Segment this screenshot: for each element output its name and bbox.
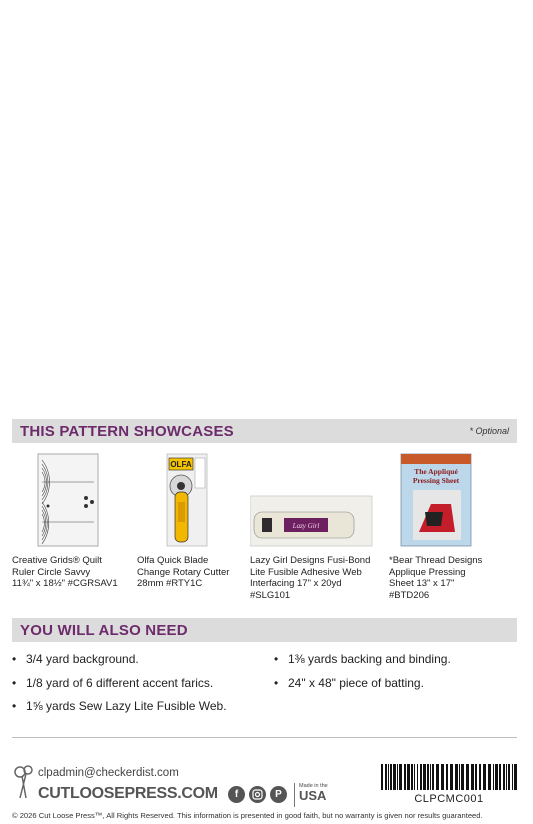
fusible-web-caption: Lazy Girl Designs Fusi-Bond Lite Fusible Adhesive Web Interfacing 17" x 20yd #SLG101 xyxy=(250,555,371,601)
needs-title: YOU WILL ALSO NEED xyxy=(20,621,188,639)
brand-website: CUTLOOSEPRESS.COM xyxy=(38,785,218,802)
list-item: • 1⅝ yards Sew Lazy Lite Fusible Web. xyxy=(12,699,227,713)
contact-email: clpadmin@checkerdist.com xyxy=(38,767,179,779)
rotary-cutter-image xyxy=(137,452,262,548)
svg-text:The Appliqué: The Appliqué xyxy=(414,467,458,476)
made-in-usa-badge: Made in the USA xyxy=(294,783,334,807)
instagram-icon[interactable] xyxy=(249,786,266,803)
list-item: • 1⅜ yards backing and binding. xyxy=(274,652,451,666)
sku-code: CLPCMC001 xyxy=(414,793,484,805)
pressing-sheet-product xyxy=(389,452,514,601)
fusible-web-product xyxy=(250,452,375,601)
pressing-sheet-image xyxy=(389,452,514,548)
rotary-cutter-product xyxy=(137,452,262,590)
ruler-image xyxy=(12,452,137,548)
social-links xyxy=(228,786,287,803)
footer-divider xyxy=(12,737,517,738)
olfa-brand-label: OLFA xyxy=(170,460,192,469)
list-item: • 24" x 48" piece of batting. xyxy=(274,676,424,690)
list-item: • 3/4 yard background. xyxy=(12,652,139,666)
copyright-notice: © 2026 Cut Loose Press™, All Rights Reserved. This information is presented in good faith, but no warranty is given nor results guaranteed. xyxy=(12,811,483,820)
scissors-logo-icon xyxy=(12,764,36,802)
barcode xyxy=(381,764,517,790)
list-item: • 1/8 yard of 6 different accent farics. xyxy=(12,676,214,690)
optional-note: * Optional xyxy=(469,426,509,436)
facebook-icon[interactable]: f xyxy=(228,786,245,803)
svg-text:Pressing Sheet: Pressing Sheet xyxy=(412,476,460,485)
showcase-header xyxy=(12,419,517,443)
ruler-product xyxy=(12,452,137,590)
pinterest-icon[interactable]: P xyxy=(270,786,287,803)
needs-header xyxy=(12,618,517,642)
showcase-title: THIS PATTERN SHOWCASES xyxy=(20,422,234,440)
pressing-sheet-caption: *Bear Thread Designs Applique Pressing Sheet 13" x 17" #BTD206 xyxy=(389,555,483,601)
fusible-web-image xyxy=(250,452,375,548)
svg-text:Lazy Girl: Lazy Girl xyxy=(292,522,320,530)
rotary-cutter-caption: Olfa Quick Blade Change Rotary Cutter 28mm #RTY1C xyxy=(137,555,230,590)
ruler-caption: Creative Grids® Quilt Ruler Circle Savvy 11¾" x 18½" #CGRSAV1 xyxy=(12,555,118,590)
